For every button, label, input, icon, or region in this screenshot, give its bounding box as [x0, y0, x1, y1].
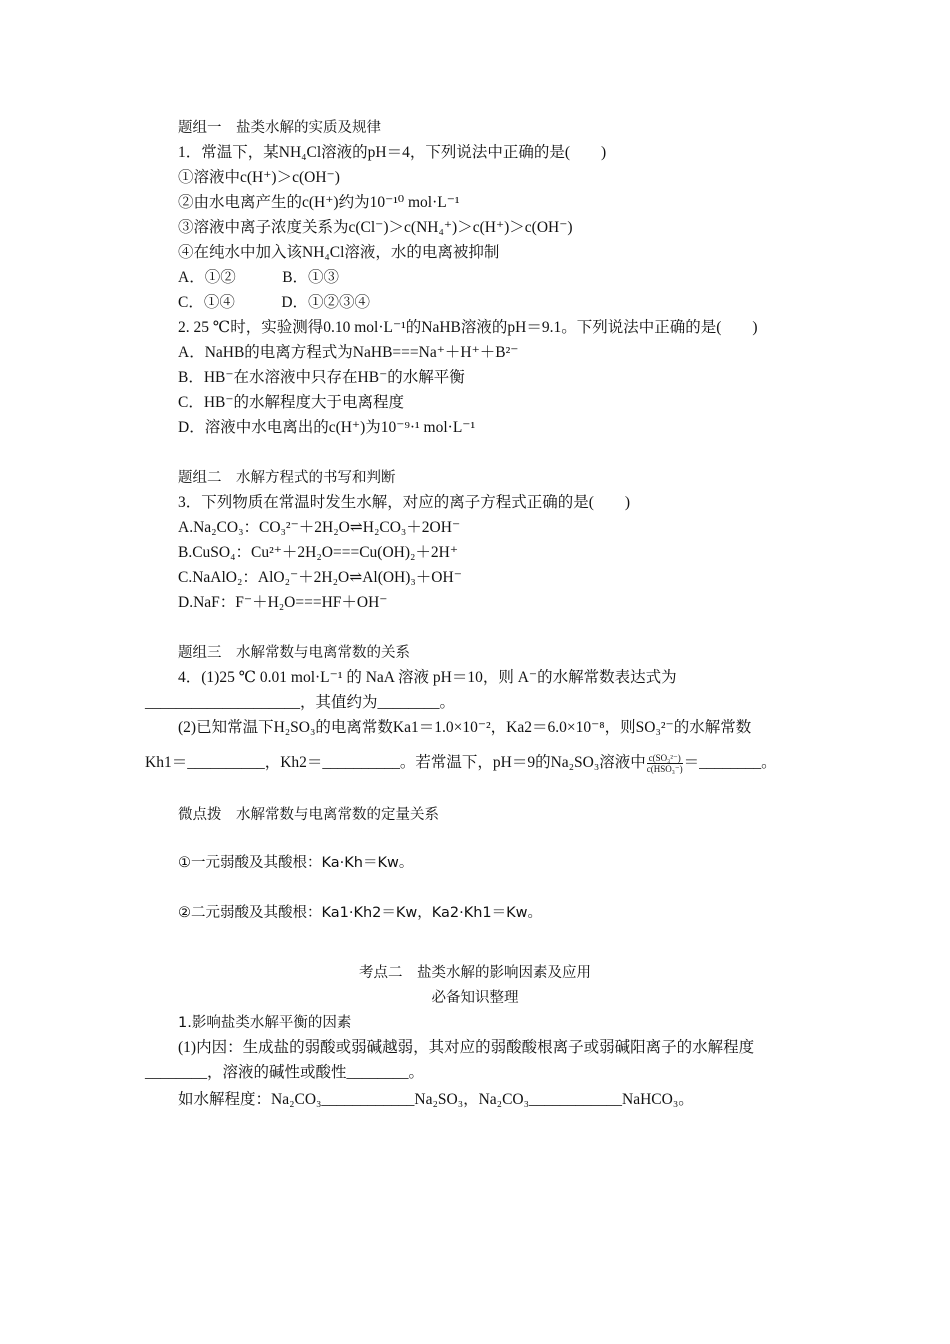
- q1-options-cd: C．①④ D．①②③④: [178, 294, 371, 311]
- q2-option-d: D．溶液中水电离出的c(H⁺)为10⁻⁹·¹ mol·L⁻¹: [178, 419, 476, 436]
- q1-statement-3: ③溶液中离子浓度关系为c(Cl⁻)＞c(NH₄⁺)＞c(H⁺)＞c(OH⁻): [178, 219, 573, 236]
- q3-option-a: A.Na₂CO₃：CO₃²⁻＋2H₂O⇌H₂CO₃＋2OH⁻: [178, 519, 461, 536]
- q4-line-4: [145, 753, 777, 774]
- q2-option-a: A．NaHB的电离方程式为NaHB===Na⁺＋H⁺＋B²⁻: [178, 344, 519, 361]
- group3-heading: 题组三 水解常数与电离常数的关系: [178, 645, 410, 661]
- tip-heading: 微点拨 水解常数与电离常数的定量关系: [178, 807, 439, 823]
- q3-stem: 3．下列物质在常温时发生水解，对应的离子方程式正确的是( ): [178, 494, 631, 511]
- section2-title: 考点二 盐类水解的影响因素及应用: [359, 965, 591, 981]
- tip-rule-2: ②二元弱酸及其酸根：Ka1·Kh2＝Kw，Ka2·Kh1＝Kw。: [178, 905, 543, 921]
- q3-option-d: D.NaF：F⁻＋H₂O===HF＋OH⁻: [178, 594, 388, 611]
- group1-heading: 题组一 盐类水解的实质及规律: [178, 120, 381, 136]
- q2-stem: 2. 25 ℃时，实验测得0.10 mol·L⁻¹的NaHB溶液的pH＝9.1。下列说法中正确的是( ): [178, 319, 758, 336]
- q4-line-1: 4．(1)25 ℃ 0.01 mol·L⁻¹ 的 NaA 溶液 pH＝10，则 A⁻的水解常数表达式为: [178, 669, 677, 686]
- section2-subtitle: 必备知识整理: [431, 990, 519, 1006]
- concentration-ratio-fraction: [647, 753, 683, 774]
- q1-options-ab: A．①② B．①③: [178, 269, 340, 286]
- q1-statement-2: ②由水电离产生的c(H⁺)约为10⁻¹⁰ mol·L⁻¹: [178, 194, 460, 211]
- q1-stem: 1．常温下，某NH₄Cl溶液的pH＝4，下列说法中正确的是( ): [178, 144, 607, 161]
- q3-option-c: C.NaAlO₂：AlO₂⁻＋2H₂O⇌Al(OH)₃＋OH⁻: [178, 569, 462, 586]
- section2-example: 如水解程度：Na₂CO₃____________Na₂SO₃，Na₂CO₃____________NaHCO₃。: [178, 1091, 694, 1108]
- q1-statement-4: ④在纯水中加入该NH₄Cl溶液，水的电离被抑制: [178, 244, 500, 261]
- fraction-denominator: c(HSO₃⁻): [646, 764, 683, 774]
- q4-line-4-pre: Kh1＝__________，Kh2＝__________。若常温下，pH＝9的Na₂SO₃溶液中: [145, 754, 646, 772]
- q2-option-c: C．HB⁻的水解程度大于电离程度: [178, 394, 405, 411]
- fraction-numerator: c(SO₃²⁻): [648, 753, 681, 763]
- q1-statement-1: ①溶液中c(H⁺)＞c(OH⁻): [178, 169, 340, 186]
- group2-heading: 题组二 水解方程式的书写和判断: [178, 470, 396, 486]
- q4-line-3: (2)已知常温下H₂SO₃的电离常数Ka1＝1.0×10⁻²，Ka2＝6.0×10⁻⁸，则SO₃²⁻的水解常数: [178, 719, 752, 736]
- tip-rule-1: ①一元弱酸及其酸根：Ka·Kh＝Kw。: [178, 855, 414, 871]
- section2-inner-cause-1: (1)内因：生成盐的弱酸或弱碱越弱，其对应的弱酸酸根离子或弱碱阳离子的水解程度: [178, 1039, 755, 1056]
- q4-line-2: ____________________，其值约为________。: [145, 694, 456, 711]
- section2-item-1: 1.影响盐类水解平衡的因素: [178, 1015, 352, 1031]
- q2-option-b: B．HB⁻在水溶液中只存在HB⁻的水解平衡: [178, 369, 465, 386]
- q4-line-4-post: ＝________。: [683, 754, 777, 772]
- section2-inner-cause-2: ________，溶液的碱性或酸性________。: [145, 1064, 425, 1081]
- q3-option-b: B.CuSO₄：Cu²⁺＋2H₂O===Cu(OH)₂＋2H⁺: [178, 544, 459, 561]
